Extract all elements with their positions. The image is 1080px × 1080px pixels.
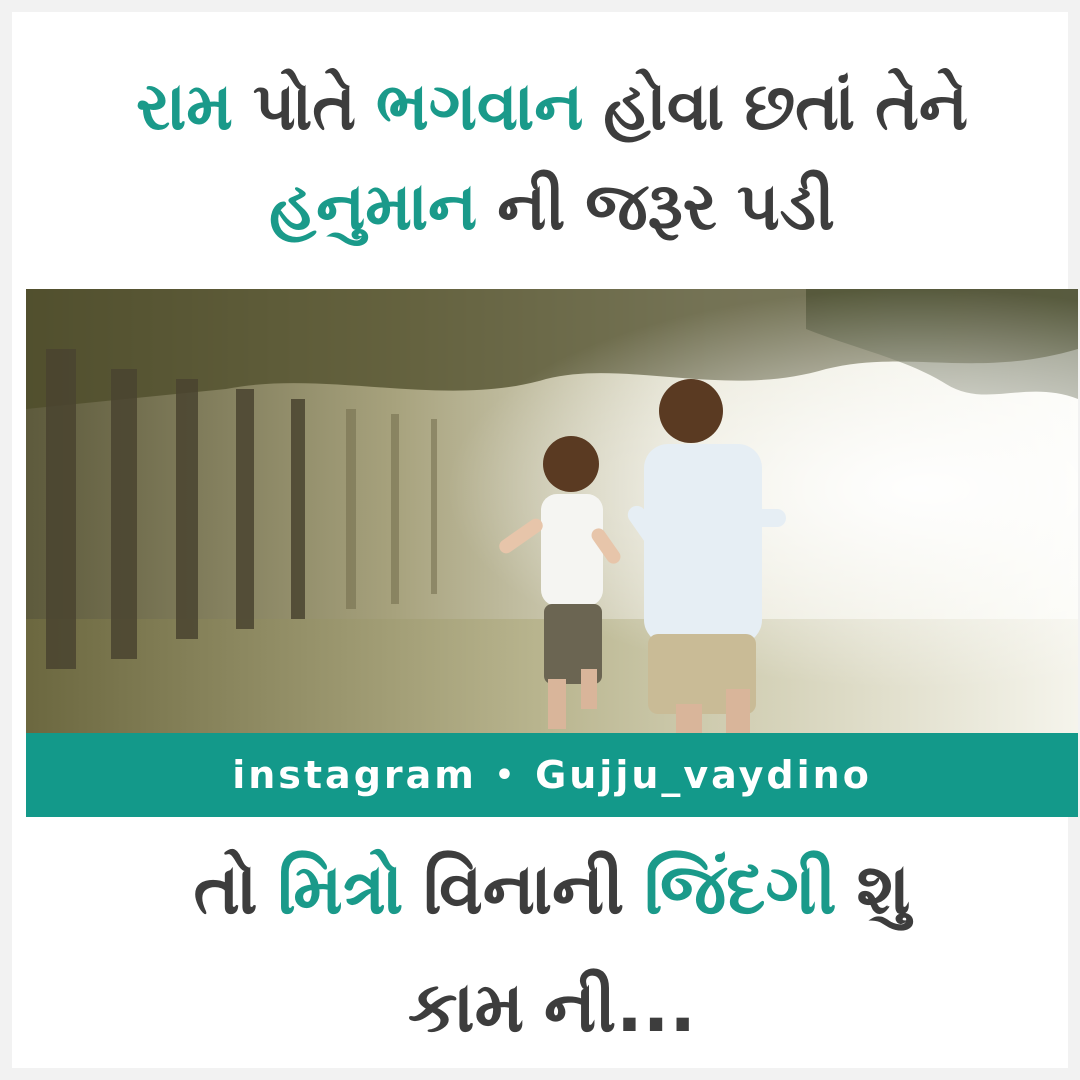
headline-word: પોતે [252,68,356,145]
headline-word: જરૂર [585,168,717,245]
account-handle[interactable]: Gujju_vaydino [535,753,872,797]
headline-word: રામ [135,68,233,145]
closing-caption [26,817,1078,1078]
instagram-banner[interactable] [26,733,1078,817]
closing-line-2 [398,948,706,1066]
closing-line-1 [184,830,921,948]
separator-dot: • [494,757,518,793]
headline-word: ની [497,168,566,245]
headline-word: હનુમાન [269,168,478,245]
closing-word: તો [193,847,258,930]
closing-word: ની... [544,965,696,1048]
headline-word: પડી [736,168,835,245]
headline-word: હોવા [603,68,725,145]
headline-word: છતાં [744,68,856,145]
closing-word: મિત્રો [277,847,404,930]
headline-caption [26,26,1078,288]
photo-illustration [26,289,1078,733]
headline-word: ભગવાન [375,68,584,145]
headline-line-2 [259,157,845,257]
closing-word: વિનાની [423,847,625,930]
platform-label: instagram [232,753,477,797]
closing-word: જિંદગી [644,847,837,930]
closing-word: શુ [856,847,911,930]
headline-line-1 [126,57,978,157]
photo-boys-running [26,289,1078,733]
closing-word: કામ [408,965,525,1048]
headline-word: તેને [875,68,969,145]
